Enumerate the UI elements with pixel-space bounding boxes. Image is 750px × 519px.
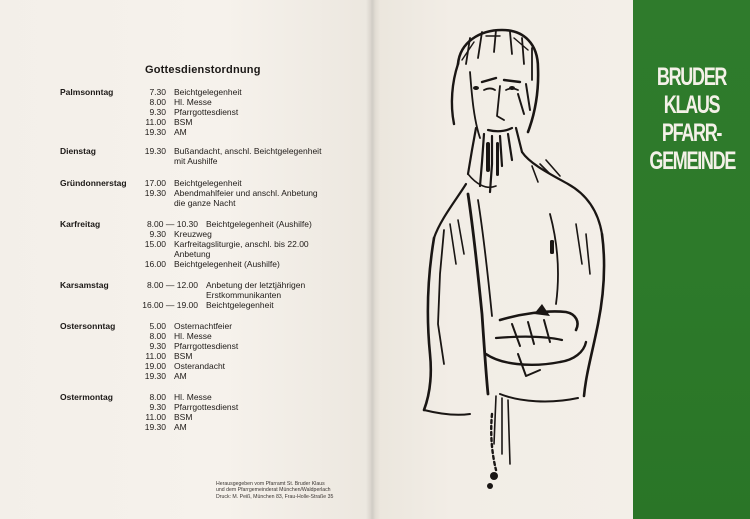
day-label-karsamstag: Karsamstag bbox=[60, 280, 109, 290]
bruder-klaus-sketch bbox=[400, 24, 630, 494]
schedule-row: 7.30 Beichtgelegenheit bbox=[149, 87, 242, 97]
schedule-title: Gottesdienstordnung bbox=[145, 64, 261, 76]
day-label-gruendonnerstag: Gründonnerstag bbox=[60, 178, 127, 188]
cover-title-line: KLAUS bbox=[663, 91, 720, 119]
schedule-row: 8.00 Hl. Messe bbox=[149, 392, 212, 402]
imprint-line: Herausgegeben vom Pfarramt St. Bruder Klaus bbox=[216, 481, 325, 487]
cover-title bbox=[649, 63, 736, 175]
day-entries-ostersonntag bbox=[136, 321, 356, 381]
schedule-row: 9.30 Pfarrgottesdienst bbox=[149, 341, 239, 351]
schedule-row: 16.00 Beichtgelegenheit (Aushilfe) bbox=[144, 259, 280, 269]
schedule-row: 9.30 Kreuzweg bbox=[149, 229, 212, 239]
schedule-row: 15.00 Karfreitagsliturgie, anschl. bis 22.00 bbox=[144, 239, 309, 249]
schedule-row: 19.30 Abendmahlfeier und anschl. Anbetung bbox=[144, 188, 318, 198]
day-label-palmsonntag: Palmsonntag bbox=[60, 87, 114, 97]
schedule-row: mit Aushilfe bbox=[174, 156, 218, 166]
schedule-row: 19.30 Bußandacht, anschl. Beichtgelegenheit bbox=[144, 146, 322, 156]
schedule-row: 11.00 BSM bbox=[145, 412, 193, 422]
cover-title-line: BRUDER bbox=[656, 63, 727, 91]
schedule-row: 9.30 Pfarrgottesdienst bbox=[149, 402, 239, 412]
schedule-row: 8.00 — 12.00 Anbetung der letztjährigen bbox=[146, 280, 306, 290]
day-entries-karfreitag bbox=[136, 219, 356, 269]
schedule-row: 8.00 Hl. Messe bbox=[149, 331, 212, 341]
schedule-row: 11.00 BSM bbox=[145, 117, 193, 127]
day-label-ostersonntag: Ostersonntag bbox=[60, 321, 116, 331]
schedule-row: 8.00 Hl. Messe bbox=[149, 97, 212, 107]
schedule-row: Erstkommunikanten bbox=[206, 290, 282, 300]
cover-title-line: PFARR- bbox=[661, 119, 722, 147]
day-entries-karsamstag bbox=[136, 280, 356, 310]
schedule-row: 19.30 AM bbox=[144, 371, 187, 381]
imprint-line: Druck: M. Peiß, München 83, Frau-Holle-Straße 35 bbox=[216, 493, 334, 500]
day-label-karfreitag: Karfreitag bbox=[60, 219, 101, 229]
schedule-row: 5.00 Osternachtfeier bbox=[149, 321, 233, 331]
schedule-row: 8.00 — 10.30 Beichtgelegenheit (Aushilfe) bbox=[146, 219, 312, 229]
schedule-row: 16.00 — 19.00 Beichtgelegenheit bbox=[142, 300, 274, 310]
day-label-ostermontag: Ostermontag bbox=[60, 392, 113, 402]
day-entries-dienstag bbox=[136, 146, 356, 166]
schedule-row: 11.00 BSM bbox=[145, 351, 193, 361]
schedule-row: 17.00 Beichtgelegenheit bbox=[144, 178, 242, 188]
schedule-row: 19.30 AM bbox=[144, 127, 187, 137]
publisher-imprint bbox=[216, 481, 366, 500]
day-label-dienstag: Dienstag bbox=[60, 146, 96, 156]
day-entries-palmsonntag bbox=[136, 87, 356, 137]
day-entries-ostermontag bbox=[136, 392, 356, 432]
schedule-row: 19.00 Osterandacht bbox=[144, 361, 226, 371]
schedule-row: 9.30 Pfarrgottesdienst bbox=[149, 107, 239, 117]
fold-crease bbox=[366, 0, 380, 519]
schedule-row: 19.30 AM bbox=[144, 422, 187, 432]
day-entries-gruendonnerstag bbox=[136, 178, 356, 208]
schedule-row: Anbetung bbox=[174, 249, 211, 259]
cover-title-line: GEMEINDE bbox=[649, 147, 736, 175]
imprint-line: und dem Pfarrgemeinderat München/Waldperlach bbox=[216, 487, 331, 494]
schedule-row: die ganze Nacht bbox=[174, 198, 236, 208]
